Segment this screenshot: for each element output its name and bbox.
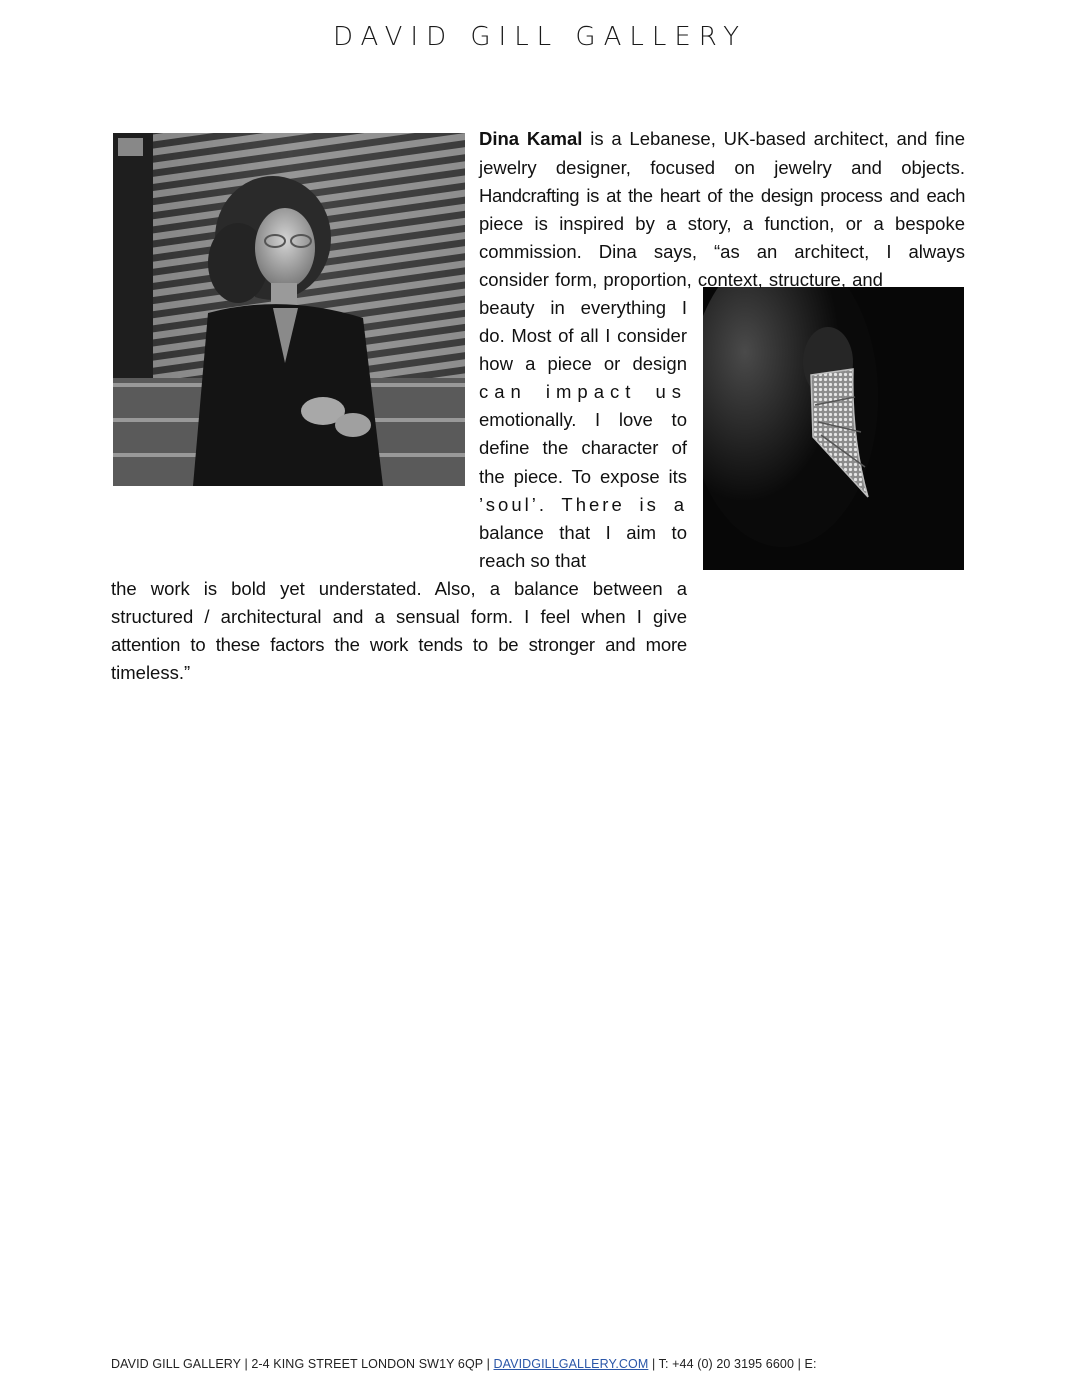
bio-col-line-7: the piece. To expose its — [479, 466, 687, 487]
bio-bottom-line-3: attention to these factors the work tends to be stronger and more — [111, 634, 687, 655]
bio-col-line-9: balance that I aim to — [479, 522, 687, 543]
bio-line-1: Dina Kamal is a Lebanese, UK-based architect, and fine — [479, 128, 965, 149]
bio-col-line-10: reach so that — [479, 550, 586, 571]
footer-contact — [111, 1357, 817, 1371]
bio-line-5: commission. Dina says, “as an architect, I always — [479, 241, 965, 262]
bio-col-line-3: how a piece or design — [479, 353, 687, 374]
footer-address: DAVID GILL GALLERY | 2-4 KING STREET LONDON SW1Y 6QP | — [111, 1357, 490, 1371]
bio-bottom-line-1: the work is bold yet understated. Also, a balance between a — [111, 578, 687, 599]
bio-line-4: piece is inspired by a story, a function, or a bespoke — [479, 213, 965, 234]
bio-col-line-8: ’soul’. There is a — [479, 494, 687, 515]
bio-bottom-line-2: structured / architectural and a sensual form. I feel when I give — [111, 606, 687, 627]
artist-portrait-image — [113, 133, 465, 486]
bio-col-line-1: beauty in everything I — [479, 297, 687, 318]
bio-col-line-4: can impact us — [479, 381, 687, 402]
bio-col-line-5: emotionally. I love to — [479, 409, 687, 430]
footer-website-link[interactable]: DAVIDGILLGALLERY.COM — [493, 1357, 649, 1371]
earring-image — [703, 287, 964, 570]
bio-line-3: Handcrafting is at the heart of the design process and each — [479, 185, 965, 206]
bio-col-line-2: do. Most of all I consider — [479, 325, 687, 346]
bio-col-line-6: define the character of — [479, 437, 687, 458]
bio-bottom-line-4: timeless.” — [111, 662, 191, 683]
bio-line-6: consider form, proportion, context, structure, and — [479, 269, 883, 290]
footer-phone: | T: +44 (0) 20 3195 6600 | E: — [651, 1357, 817, 1371]
bio-line-2: jewelry designer, focused on jewelry and objects. — [479, 157, 965, 178]
gallery-logo: DAVID GILL GALLERY — [332, 22, 748, 52]
artist-name: Dina Kamal — [479, 128, 583, 149]
